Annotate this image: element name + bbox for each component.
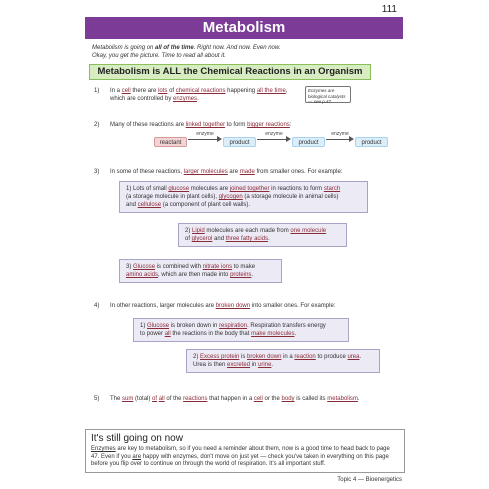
point-3: 3) In some of these reactions, larger molecules are made from smaller ones. For example: [94,169,343,175]
example-box-starch: 1) Lots of small glucose molecules are joined together in reactions to form starch (a storage molecule in plant cells), glycogen (a storage molecule in animal cells) and cellulose (a component of plant cell walls). [119,181,368,213]
example-box-protein: 3) Glucose is combined with nitrate ions to make amino acids, which are then made into proteins. [119,259,282,283]
summary-box [85,429,405,473]
enzyme-note: Enzymes are biological catalysts — see p.47. [305,86,351,103]
footer-topic: Topic 4 — Bioenergetics [337,477,402,483]
point-5: 5) The sum (total) of all of the reactions that happen in a cell or the body is called its metabolism. [94,396,360,402]
product-chip: product [223,137,256,147]
product-chip: product [292,137,325,147]
reactant-chip: reactant [154,137,187,147]
example-box-lipid: 2) Lipid molecules are each made from one molecule of glycerol and three fatty acids. [178,223,347,247]
enzyme-arrow: enzyme [257,131,291,141]
page-number: 111 [381,4,397,15]
page-title: Metabolism [85,17,403,39]
example-box-urea: 2) Excess protein is broken down in a reaction to produce urea. Urea is then excreted in urine. [186,349,380,373]
section-heading: Metabolism is ALL the Chemical Reactions in an Organism [89,64,371,80]
point-2: 2) Many of these reactions are linked together to form bigger reactions: [94,122,292,128]
summary-text: Enzymes are key to metabolism, so if you need a reminder about them, now is a good time to head back to page 47. Even if you are happy with enzymes, don't move on just yet — check you've taken in everything on this page before you flip over to continue on through the world of respiration. It's all important stuff. [91,446,390,467]
summary-title: It's still going on now [91,433,183,444]
enzyme-arrow: enzyme [326,131,354,141]
product-chip: product [355,137,388,147]
example-box-respiration: 1) Glucose is broken down in respiration. Respiration transfers energy to power all the reactions in the body that make molecules. [133,318,349,342]
point-4: 4) In other reactions, larger molecules are broken down into smaller ones. For example: [94,303,336,309]
enzyme-arrow: enzyme [188,131,222,141]
point-1: 1) In a cell there are lots of chemical reactions happening all the time, which are controlled by enzymes. [94,88,288,102]
intro-text: Metabolism is going on all of the time. Right now. And now. Even now. Okay, you get the picture. Time to read all about it. [92,45,281,59]
